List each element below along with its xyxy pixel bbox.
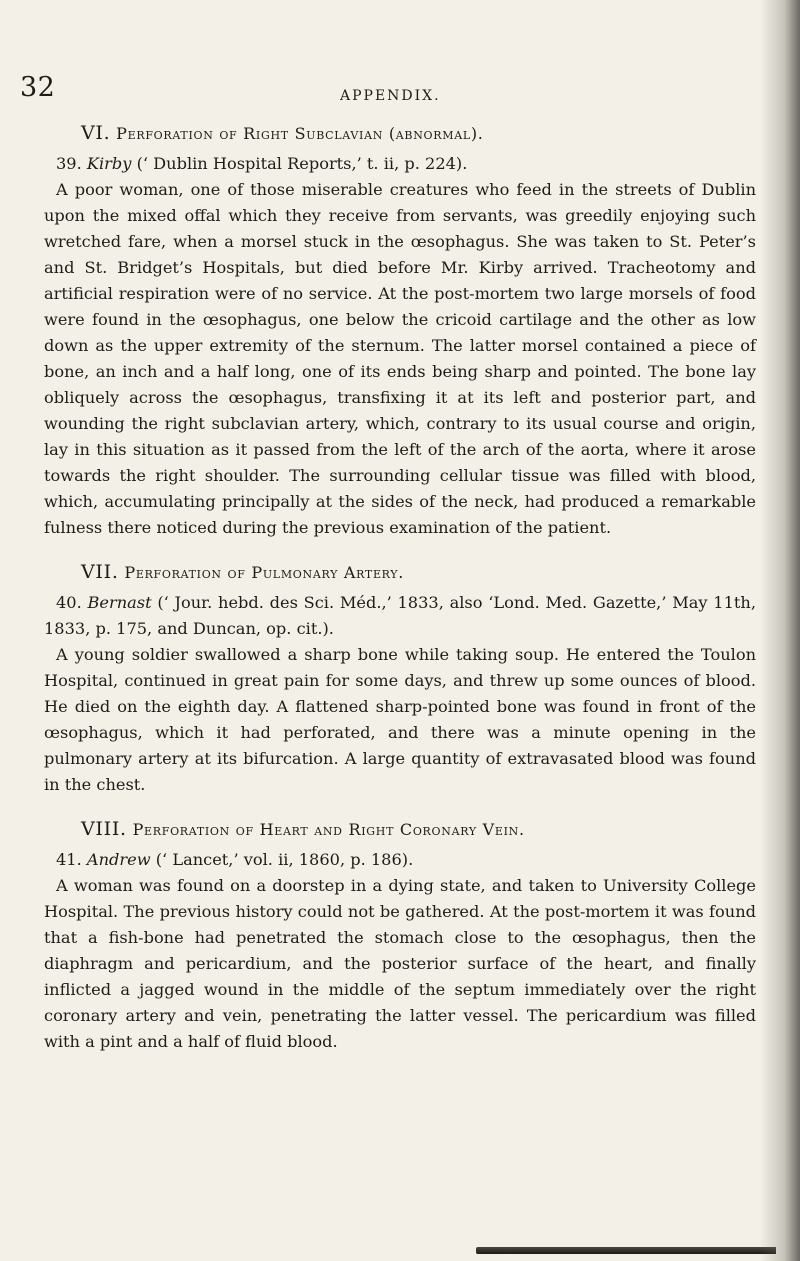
case-author: Kirby	[86, 154, 132, 173]
section-title: Perforation of Right Subclavian (abnormal).	[116, 124, 484, 143]
page-edge-shadow	[760, 0, 800, 1261]
case-citation-40	[44, 590, 756, 642]
case-body-40: A young soldier swallowed a sharp bone while taking soup. He entered the Toulon Hospital, continued in great pain for some days, and threw up some ounces of blood. He died on the eighth day. A flattened sharp-pointed bone was found in front of the œsophagus, which it had perforated, and there was a minute opening in the pulmonary artery at its bifurcation. A large quantity of extravasated blood was found in the chest.	[44, 645, 756, 794]
page-number: 32	[20, 72, 56, 103]
section-title: Perforation of Heart and Right Coronary Vein.	[132, 820, 525, 839]
citation-reference: (‘ Jour. hebd. des Sci. Méd.,’ 1833, also ‘Lond. Med. Gazette,’ May 11th, 1833, p. 175, and Duncan, op. cit.).	[44, 593, 756, 638]
section-title: Perforation of Pulmonary Artery.	[124, 563, 405, 582]
case-author: Bernast	[87, 593, 152, 612]
case-number: 40.	[56, 593, 82, 612]
case-number: 39.	[56, 154, 82, 173]
section-heading-viii	[44, 816, 756, 843]
page-content	[44, 112, 756, 1055]
case-author: Andrew	[86, 850, 151, 869]
citation-reference: (‘ Lancet,’ vol. ii, 1860, p. 186).	[155, 850, 414, 869]
section-numeral: VI.	[81, 122, 111, 144]
citation-reference: (‘ Dublin Hospital Reports,’ t. ii, p. 224).	[136, 154, 468, 173]
case-citation-41	[44, 847, 756, 873]
case-body-41: A woman was found on a doorstep in a dying state, and taken to University College Hospital. The previous history could not be gathered. At the post-mortem it was found that a fish-bone had penetrated the stomach close to the œsophagus, then the diaphragm and pericardium, and the posterior surface of the heart, and finally inflicted a jagged wound in the middle of the septum immediately over the right coronary artery and vein, penetrating the latter vessel. The pericardium was filled with a pint and a half of fluid blood.	[44, 876, 756, 1051]
running-head: APPENDIX.	[340, 88, 441, 104]
section-numeral: VIII.	[81, 818, 127, 840]
page-bottom-rule	[476, 1247, 776, 1254]
case-citation-39	[44, 151, 756, 177]
section-heading-vii	[44, 559, 756, 586]
section-numeral: VII.	[81, 561, 119, 583]
section-heading-vi	[44, 120, 756, 147]
case-body-39: A poor woman, one of those miserable creatures who feed in the streets of Dublin upon the mixed offal which they receive from servants, was greedily enjoying such wretched fare, when a morsel stuck in the œsophagus. She was taken to St. Peter’s and St. Bridget’s Hospitals, but died before Mr. Kirby arrived. Tracheotomy and artificial respiration were of no service. At the post-mortem two large morsels of food were found in the œsophagus, one below the cricoid cartilage and the other as low down as the upper extremity of the sternum. The latter morsel contained a piece of bone, an inch and a half long, one of its ends being sharp and pointed. The bone lay obliquely across the œsophagus, transfixing it at its left and posterior part, and wounding the right subclavian artery, which, contrary to its usual course and origin, lay in this situation as it passed from the left of the arch of the aorta, where it arose towards the right shoulder. The surrounding cellular tissue was filled with blood, which, accumulating principally at the sides of the neck, had produced a remarkable fulness there noticed during the previous examination of the patient.	[44, 180, 756, 537]
case-number: 41.	[56, 850, 82, 869]
